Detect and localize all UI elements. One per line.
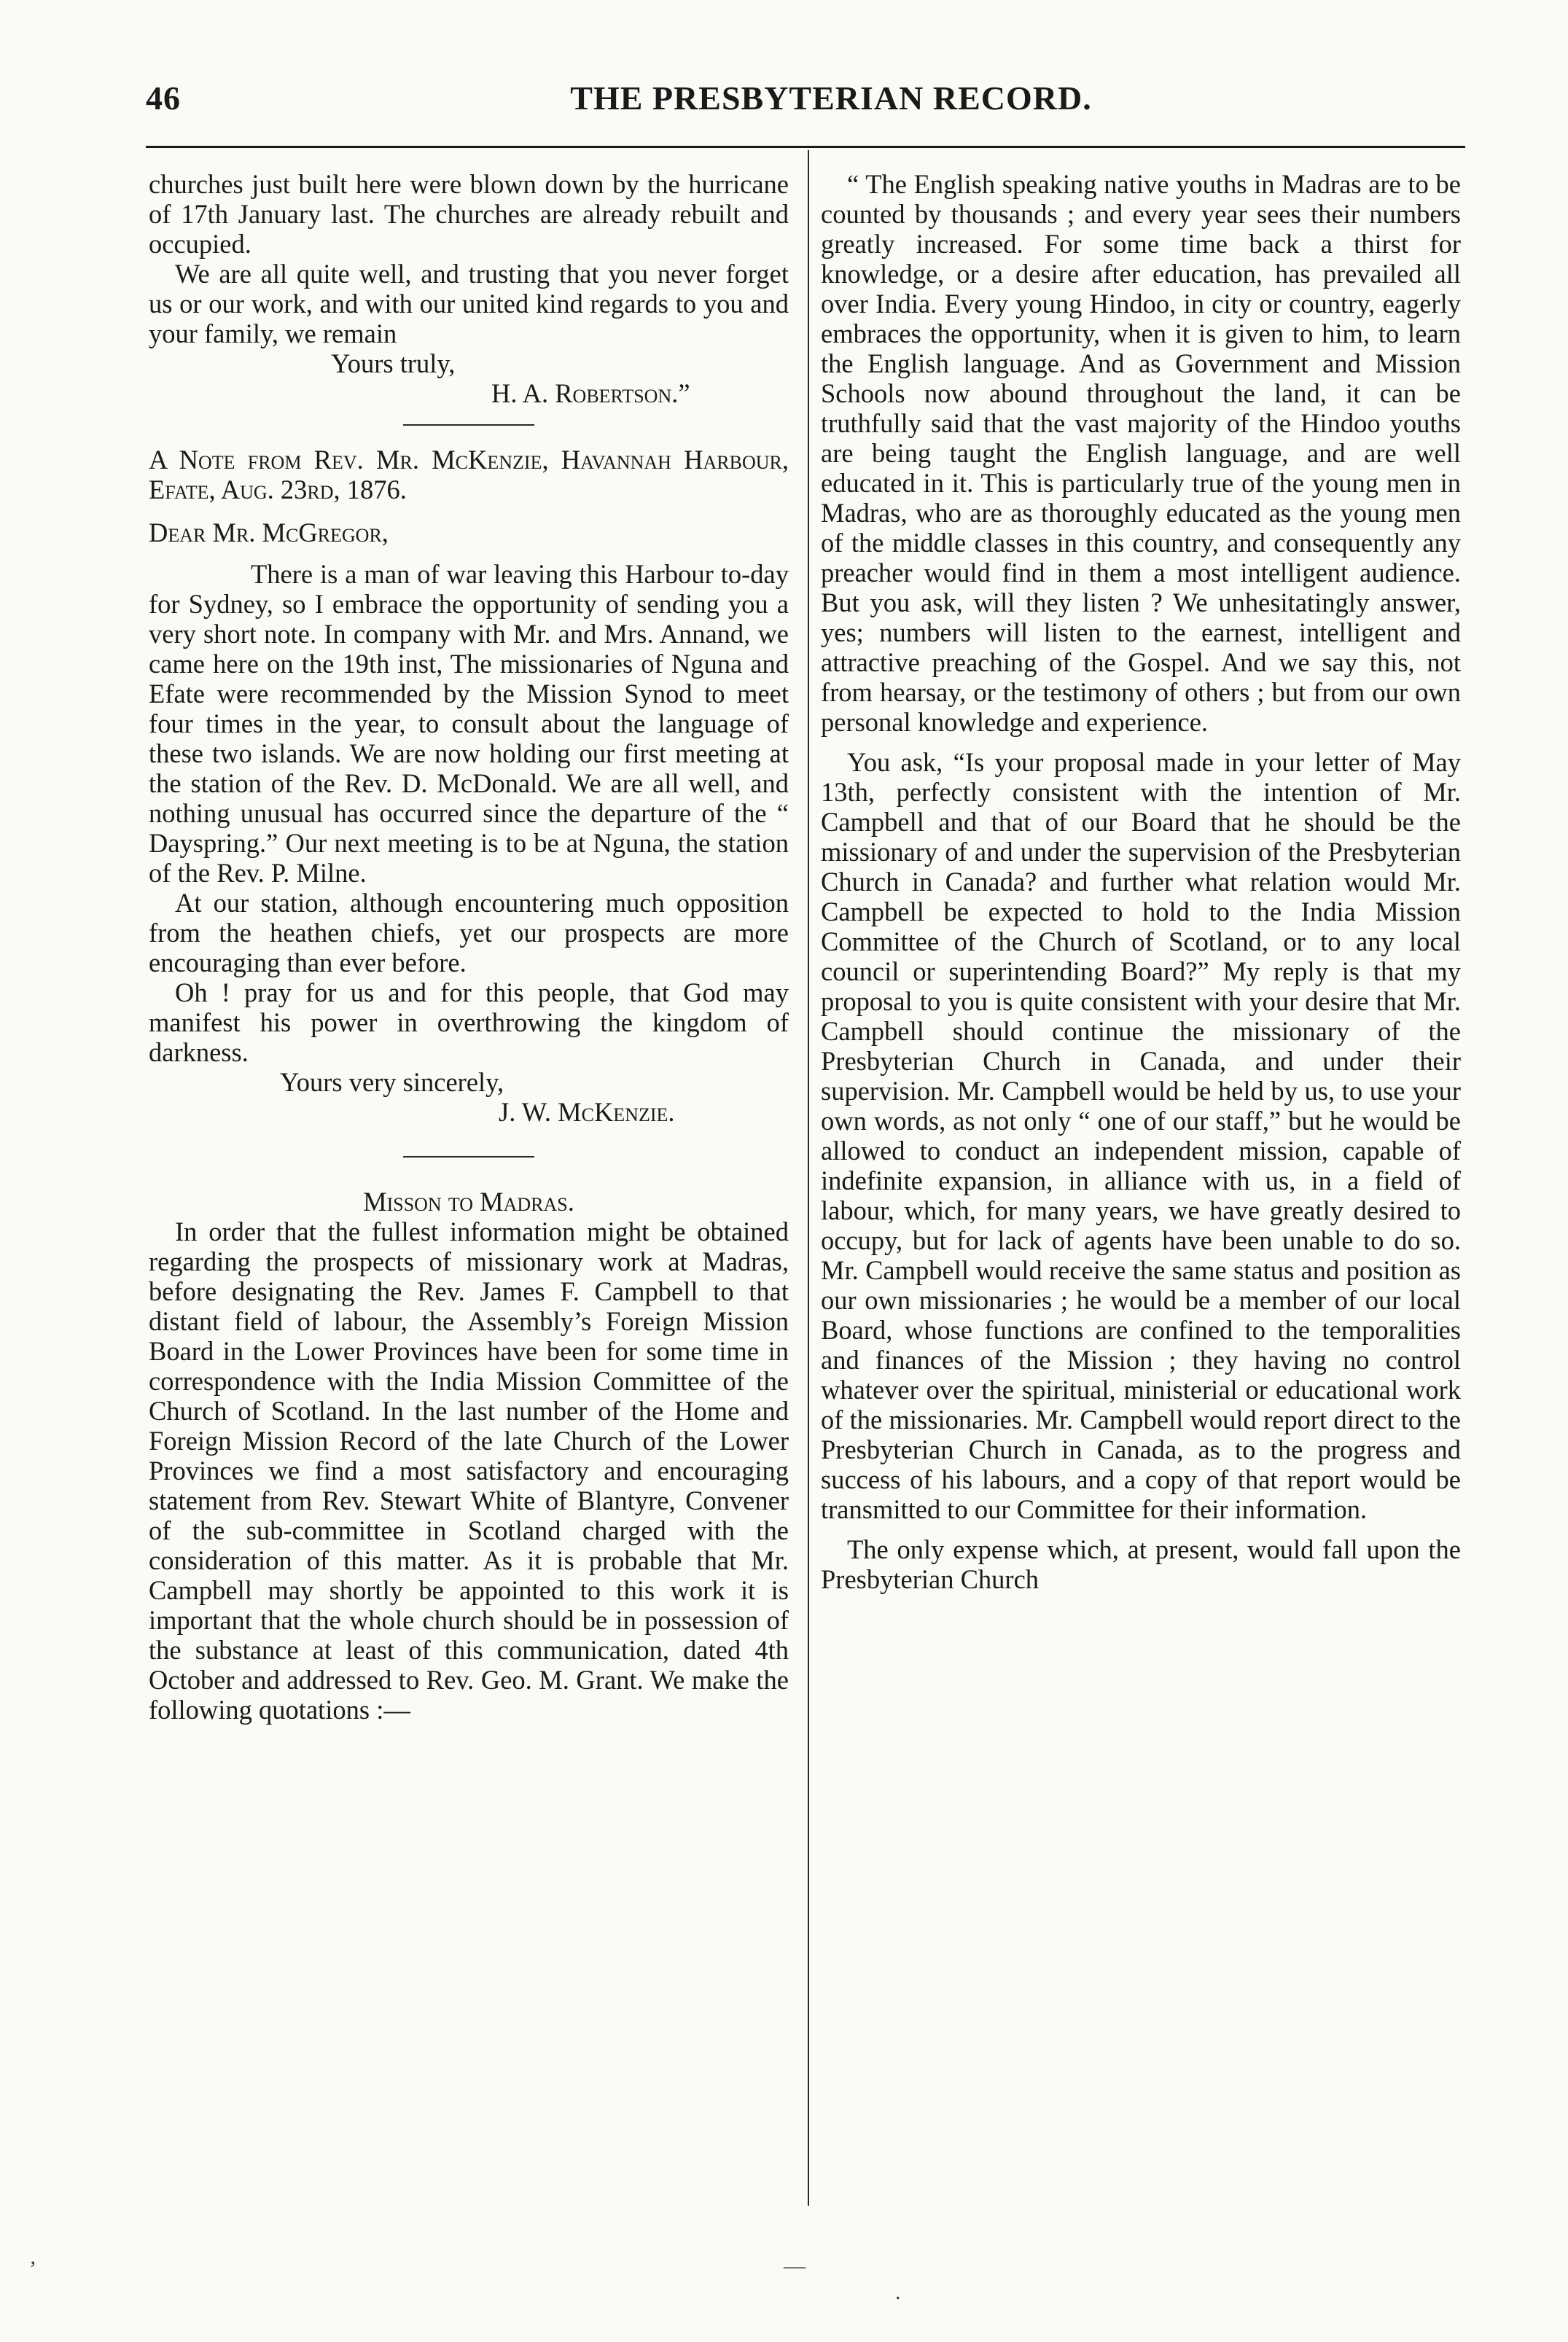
letter-closing: Yours truly, xyxy=(331,348,456,378)
paragraph: Oh ! pray for us and for this people, that God may manifest his power in overthrowing the kingdom of darkness. xyxy=(149,977,789,1067)
column-divider xyxy=(808,150,809,2206)
note-heading: A Note from Rev. Mr. McKenzie, Havannah Harbour, Efate, Aug. 23rd, 1876. xyxy=(149,445,789,504)
paragraph: You ask, “Is your proposal made in your letter of May 13th, perfectly consistent with the intention of Mr. Campbell and that of our Board that he should be the missionary of and under the supervision of the Presbyterian Church in Canada? and further what relation would Mr. Campbell be expected to hold to the India Mission Committee of the Church of Scotland, or to any local council or superintending Board?” My reply is that my proposal to you is quite consistent with your desire that Mr. Campbell should continue the missionary of the Presbyterian Church in Canada, and under their supervision. Mr. Campbell would be held by us, to use your own words, as not only “ one of our staff,” but he would be allowed to conduct an independent mission, capable of indefinite expansion, in alliance with us, in a field of labour, which, for many years, we have greatly desired to occupy, but for lack of agents have been unable to do so. Mr. Campbell would receive the same status and position as our own missionaries ; he would be a member of our local Board, whose functions are confined to the temporalities and finances of the Mission ; they having no control whatever over the spiritual, ministerial or educational work of the missionaries. Mr. Campbell would report direct to the Presbyterian Church in Canada, as to the progress and success of his labours, and a copy of that report would be transmitted to our Committee for their information. xyxy=(821,747,1461,1524)
letter-signature: H. A. Robertson.” xyxy=(491,378,690,408)
running-title: THE PRESBYTERIAN RECORD. xyxy=(570,79,1092,117)
left-column xyxy=(149,169,789,1725)
paragraph: There is a man of war leaving this Harbour to-day for Sydney, so I embrace the opportunity of sending you a very short note. In company with Mr. and Mrs. Annand, we came here on the 19th inst, The missionaries of Nguna and Efate were recommended by the Mission Synod to meet four times in the year, to consult about the language of these two islands. We are now holding our first meeting at the station of the Rev. D. McDonald. We are all well, and nothing unusual has occurred since the departure of the “ Dayspring.” Our next meeting is to be at Nguna, the station of the Rev. P. Milne. xyxy=(149,559,789,888)
paragraph: The only expense which, at present, would fall upon the Presbyterian Church xyxy=(821,1534,1461,1594)
section-divider xyxy=(403,424,534,426)
print-speck: — xyxy=(784,2254,806,2278)
section-divider xyxy=(403,1156,534,1158)
paragraph: “ The English speaking native youths in Madras are to be counted by thousands ; and every year sees their numbers greatly increased. For some time back a thirst for knowledge, or a desire after education, has prevailed all over India. Every young Hindoo, in city or country, eagerly embraces the opportunity, when it is given to him, to learn the English language. And as Government and Mission Schools now abound throughout the land, it can be truthfully said that the vast majority of the Hindoo youths are being taught the English language, and are well educated in it. This is particularly true of the young men in Madras, who are as thoroughly educated as the young men of the middle classes in this country, and consequently any preacher would find in them a most intelligent audience. But you ask, will they listen ? We unhesitatingly answer, yes; numbers will listen to the earnest, intelligent and attractive preaching of the Gospel. And we say this, not from hearsay, or the testimony of others ; but from our own personal knowledge and experience. xyxy=(821,169,1461,737)
paragraph: churches just built here were blown down by the hurricane of 17th January last. The churches are already rebuilt and occupied. xyxy=(149,169,789,259)
paragraph: At our station, although encountering much opposition from the heathen chiefs, yet our prospects are more encouraging than ever before. xyxy=(149,888,789,977)
print-speck: ’ xyxy=(29,2257,36,2281)
print-speck: . xyxy=(895,2280,901,2304)
right-column xyxy=(821,169,1461,1594)
page-header xyxy=(146,79,1458,130)
header-rule xyxy=(146,146,1465,148)
paragraph: We are all quite well, and trusting that you never forget us or our work, and with our united kind regards to you and your family, we remain xyxy=(149,259,789,348)
letter-signature: J. W. McKenzie. xyxy=(499,1097,675,1127)
letter-closing: Yours very sincerely, xyxy=(280,1067,504,1097)
letter-salutation: Dear Mr. McGregor, xyxy=(149,518,389,547)
section-heading: Misson to Madras. xyxy=(363,1187,574,1217)
paragraph: In order that the fullest information might be obtained regarding the prospects of missionary work at Madras, before designating the Rev. James F. Campbell to that distant field of labour, the Assembly’s Foreign Mission Board in the Lower Provinces have been for some time in correspondence with the India Mission Committee of the Church of Scotland. In the last number of the Home and Foreign Mission Record of the late Church of the Lower Provinces we find a most satisfactory and encouraging statement from Rev. Stewart White of Blantyre, Convener of the sub-committee in Scotland charged with the consideration of this matter. As it is probable that Mr. Campbell may shortly be appointed to this work it is important that the whole church should be in possession of the substance at least of this communication, dated 4th October and addressed to Rev. Geo. M. Grant. We make the following quotations :— xyxy=(149,1217,789,1725)
page-number: 46 xyxy=(146,79,181,117)
